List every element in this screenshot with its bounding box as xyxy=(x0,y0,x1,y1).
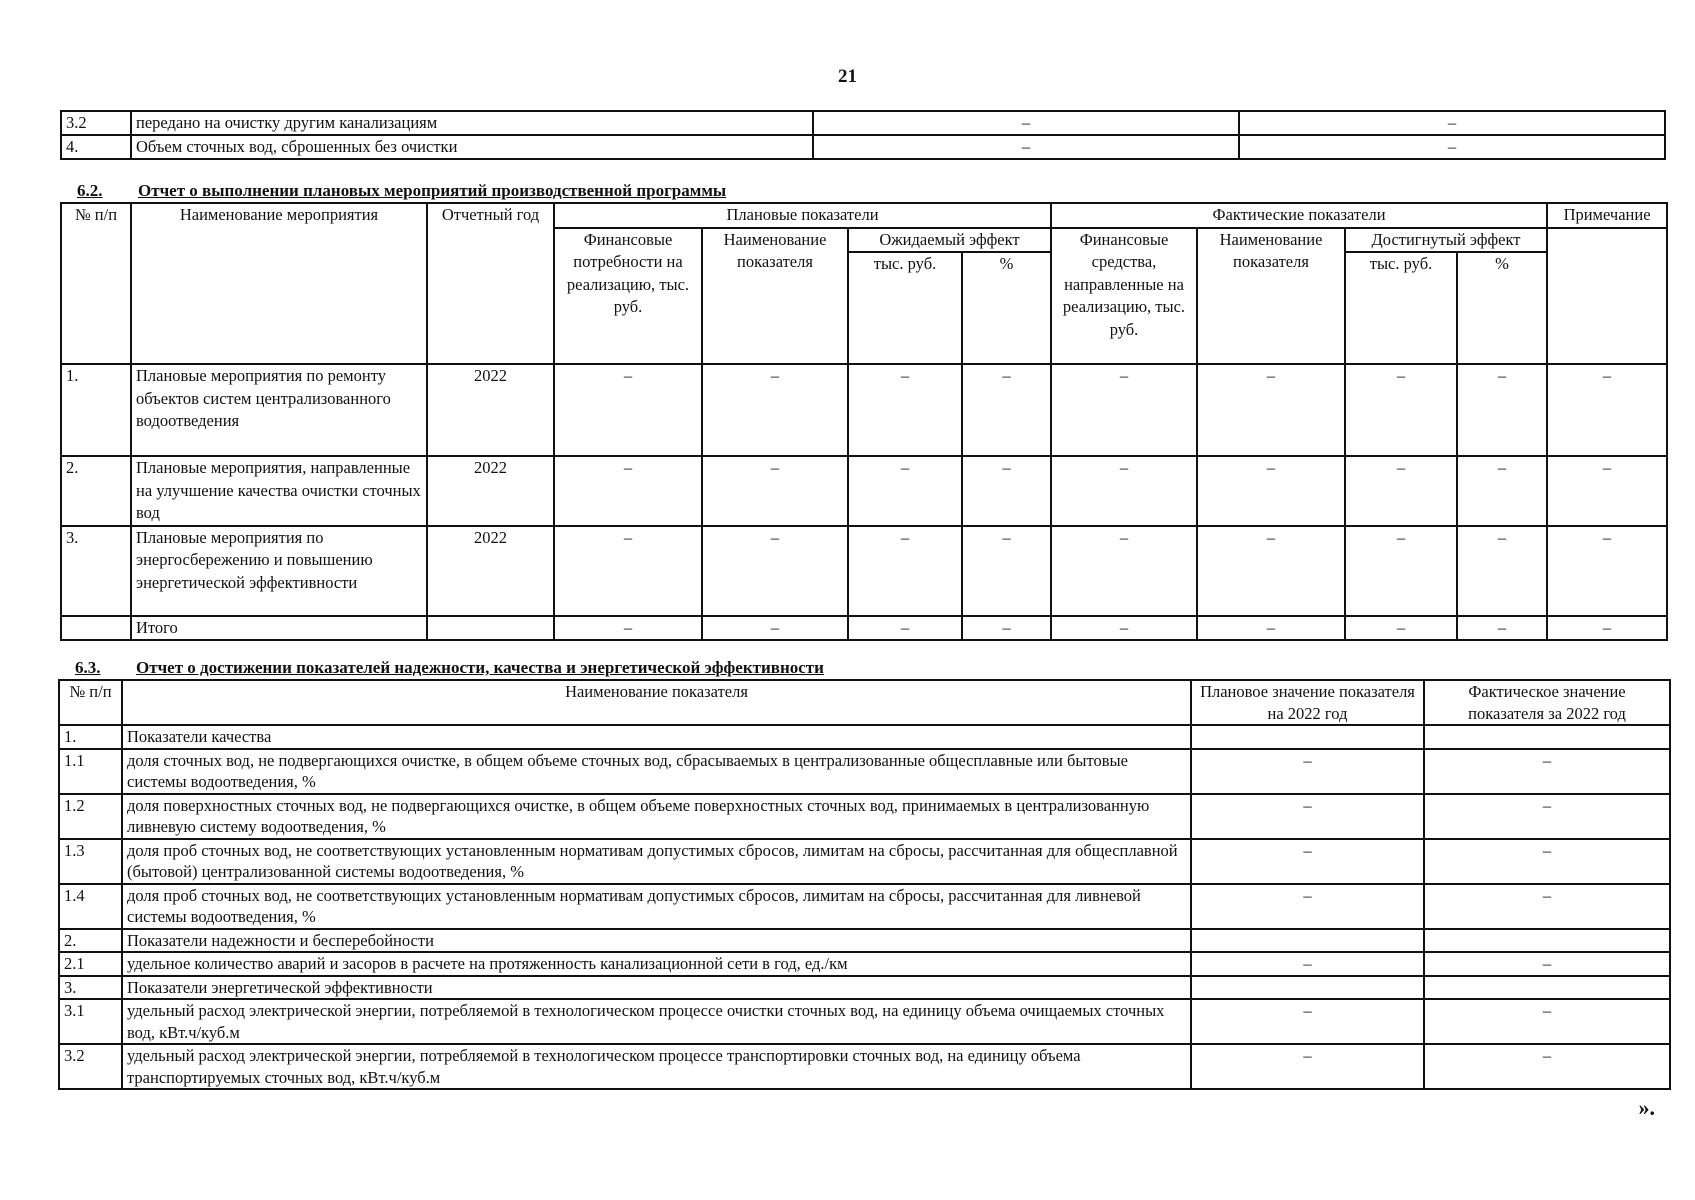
row-cell: – xyxy=(1547,364,1667,456)
row-cell: – xyxy=(1345,364,1457,456)
section-63-number: 6.3. xyxy=(75,658,101,677)
row-name: доля сточных вод, не подвергающихся очистке, в общем объеме сточных вод, сбрасываемых в централизованные общесплавные или бытовые системы водоотведения, % xyxy=(122,749,1191,794)
row-cell: – xyxy=(702,364,848,456)
row-cell: – xyxy=(1051,364,1197,456)
indicators-header xyxy=(59,680,1670,725)
row-cell: – xyxy=(848,456,962,526)
row-fact xyxy=(1424,929,1670,953)
col-actual-header: Фактическое значение показателя за 2022 год xyxy=(1424,680,1670,725)
row-cell: – xyxy=(702,526,848,616)
planned-group-header: Плановые показатели xyxy=(554,203,1051,228)
continuation-table-body xyxy=(61,111,1665,159)
table-row xyxy=(59,749,1670,794)
plan-fin-header: Финансовые потребности на реализацию, тыс. руб. xyxy=(554,228,702,365)
row-cell: – xyxy=(702,616,848,641)
act-indicator-header: Наименование показателя xyxy=(1197,228,1345,365)
row-number xyxy=(61,616,131,641)
note-header: Примечание xyxy=(1547,203,1667,228)
continuation-table xyxy=(60,110,1666,160)
col-name-header: Наименование мероприятия xyxy=(131,203,427,364)
row-cell: – xyxy=(1457,616,1547,641)
row-number: 3.1 xyxy=(59,999,122,1044)
row-name: удельное количество аварий и засоров в расчете на протяженность канализационной сети в год, ед./км xyxy=(122,952,1191,976)
row-plan: – xyxy=(1191,839,1424,884)
row-cell: – xyxy=(554,456,702,526)
row-plan: – xyxy=(1191,1044,1424,1089)
row-name: Показатели энергетической эффективности xyxy=(122,976,1191,1000)
row-cell: – xyxy=(1197,526,1345,616)
row-cell: – xyxy=(848,616,962,641)
col-num-header: № п/п xyxy=(61,203,131,364)
row-name: удельный расход электрической энергии, потребляемой в технологическом процессе очистки сточных вод, на единицу объема очищаемых сточных вод, кВт.ч/куб.м xyxy=(122,999,1191,1044)
row-year xyxy=(427,616,554,641)
row-year: 2022 xyxy=(427,456,554,526)
plan-indicator-header: Наименование показателя xyxy=(702,228,848,365)
table-row-group xyxy=(59,976,1670,1000)
row-cell: – xyxy=(702,456,848,526)
row-value: – xyxy=(1239,135,1665,159)
row-cell: – xyxy=(1345,616,1457,641)
row-cell: – xyxy=(1197,364,1345,456)
row-year: 2022 xyxy=(427,526,554,616)
row-cell: – xyxy=(554,364,702,456)
row-plan: – xyxy=(1191,999,1424,1044)
col-name-header: Наименование показателя xyxy=(122,680,1191,725)
table-row xyxy=(61,364,1667,456)
row-number: 1.3 xyxy=(59,839,122,884)
row-cell: – xyxy=(848,364,962,456)
note-spacer xyxy=(1547,228,1667,365)
row-fact xyxy=(1424,976,1670,1000)
row-name: доля проб сточных вод, не соответствующих установленным нормативам допустимых сбросов, лимитам на сбросы, рассчитанная для общесплавной (бытовой) централизованной системы водоотведения, % xyxy=(122,839,1191,884)
row-fact: – xyxy=(1424,999,1670,1044)
row-cell: – xyxy=(1051,526,1197,616)
row-name: Показатели качества xyxy=(122,725,1191,749)
row-plan: – xyxy=(1191,884,1424,929)
row-fact: – xyxy=(1424,952,1670,976)
closing-quote-mark: ». xyxy=(1638,1095,1655,1120)
row-name: Показатели надежности и бесперебойности xyxy=(122,929,1191,953)
row-cell: – xyxy=(554,616,702,641)
section-63-title xyxy=(75,658,824,678)
table-row-total xyxy=(61,616,1667,641)
row-cell: – xyxy=(848,526,962,616)
row-number: 3.2 xyxy=(59,1044,122,1089)
row-number: 3. xyxy=(61,526,131,616)
row-cell: – xyxy=(962,526,1051,616)
row-name: Итого xyxy=(131,616,427,641)
act-effect-header: Достигнутый эффект xyxy=(1345,228,1547,253)
row-cell: – xyxy=(554,526,702,616)
row-name: удельный расход электрической энергии, потребляемой в технологическом процессе транспортировки сточных вод, на единицу объема транспортируемых сточных вод, кВт.ч/куб.м xyxy=(122,1044,1191,1089)
col-planned-header: Плановое значение показателя на 2022 год xyxy=(1191,680,1424,725)
act-effect-rub-header: тыс. руб. xyxy=(1345,252,1457,364)
table-row-group xyxy=(59,725,1670,749)
row-year: 2022 xyxy=(427,364,554,456)
col-year-header: Отчетный год xyxy=(427,203,554,364)
table-row xyxy=(59,839,1670,884)
table-row xyxy=(59,999,1670,1044)
row-name: доля поверхностных сточных вод, не подвергающихся очистке, в общем объеме поверхностных сточных вод, принимаемых в централизованную ливневую систему водоотведения, % xyxy=(122,794,1191,839)
section-62-title xyxy=(77,181,726,201)
row-value: – xyxy=(813,111,1239,135)
planned-measures-table xyxy=(60,202,1668,641)
row-number: 1. xyxy=(61,364,131,456)
actual-group-header: Фактические показатели xyxy=(1051,203,1547,228)
row-number: 1.2 xyxy=(59,794,122,839)
row-name: Плановые мероприятия, направленные на улучшение качества очистки сточных вод xyxy=(131,456,427,526)
indicators-table xyxy=(58,679,1671,1090)
row-cell: – xyxy=(1547,526,1667,616)
row-plan: – xyxy=(1191,749,1424,794)
indicators-body xyxy=(59,725,1670,1089)
table-row xyxy=(61,526,1667,616)
planned-measures-body xyxy=(61,364,1667,640)
row-number: 1.1 xyxy=(59,749,122,794)
row-value: – xyxy=(813,135,1239,159)
table-row xyxy=(59,952,1670,976)
row-number: 1. xyxy=(59,725,122,749)
row-value: – xyxy=(1239,111,1665,135)
row-plan: – xyxy=(1191,794,1424,839)
row-number: 2.1 xyxy=(59,952,122,976)
page-number: 21 xyxy=(838,66,857,87)
row-cell: – xyxy=(1457,526,1547,616)
row-plan xyxy=(1191,929,1424,953)
row-fact: – xyxy=(1424,839,1670,884)
row-fact: – xyxy=(1424,1044,1670,1089)
section-62-number: 6.2. xyxy=(77,181,103,200)
row-plan xyxy=(1191,976,1424,1000)
row-number: 3.2 xyxy=(61,111,131,135)
row-fact: – xyxy=(1424,884,1670,929)
act-effect-pct-header: % xyxy=(1457,252,1547,364)
row-name: Объем сточных вод, сброшенных без очистки xyxy=(131,135,813,159)
table-row xyxy=(59,794,1670,839)
section-63-text: Отчет о достижении показателей надежности, качества и энергетической эффективности xyxy=(136,658,824,677)
plan-effect-header: Ожидаемый эффект xyxy=(848,228,1051,253)
section-62-text: Отчет о выполнении плановых мероприятий производственной программы xyxy=(138,181,727,200)
table-row xyxy=(61,456,1667,526)
plan-effect-pct-header: % xyxy=(962,252,1051,364)
row-number: 4. xyxy=(61,135,131,159)
row-cell: – xyxy=(1547,616,1667,641)
row-plan xyxy=(1191,725,1424,749)
row-cell: – xyxy=(1547,456,1667,526)
row-cell: – xyxy=(1197,456,1345,526)
row-cell: – xyxy=(1457,456,1547,526)
col-num-header: № п/п xyxy=(59,680,122,725)
table-row xyxy=(59,884,1670,929)
row-number: 1.4 xyxy=(59,884,122,929)
row-cell: – xyxy=(962,364,1051,456)
table-row xyxy=(61,135,1665,159)
row-cell: – xyxy=(1345,526,1457,616)
row-cell: – xyxy=(962,456,1051,526)
row-fact xyxy=(1424,725,1670,749)
row-number: 3. xyxy=(59,976,122,1000)
row-cell: – xyxy=(1345,456,1457,526)
row-name: передано на очистку другим канализациям xyxy=(131,111,813,135)
plan-effect-rub-header: тыс. руб. xyxy=(848,252,962,364)
planned-measures-header xyxy=(61,203,1667,364)
row-cell: – xyxy=(1197,616,1345,641)
row-cell: – xyxy=(1051,616,1197,641)
row-name: Плановые мероприятия по энергосбережению и повышению энергетической эффективности xyxy=(131,526,427,616)
table-row xyxy=(59,1044,1670,1089)
row-fact: – xyxy=(1424,749,1670,794)
row-cell: – xyxy=(1051,456,1197,526)
row-number: 2. xyxy=(59,929,122,953)
row-fact: – xyxy=(1424,794,1670,839)
row-cell: – xyxy=(1457,364,1547,456)
row-number: 2. xyxy=(61,456,131,526)
row-name: Плановые мероприятия по ремонту объектов систем централизованного водоотведения xyxy=(131,364,427,456)
act-fin-header: Финансовые средства, направленные на реализацию, тыс. руб. xyxy=(1051,228,1197,365)
row-name: доля проб сточных вод, не соответствующих установленным нормативам допустимых сбросов, лимитам на сбросы, рассчитанная для ливневой системы водоотведения, % xyxy=(122,884,1191,929)
table-row xyxy=(61,111,1665,135)
table-row-group xyxy=(59,929,1670,953)
row-plan: – xyxy=(1191,952,1424,976)
row-cell: – xyxy=(962,616,1051,641)
